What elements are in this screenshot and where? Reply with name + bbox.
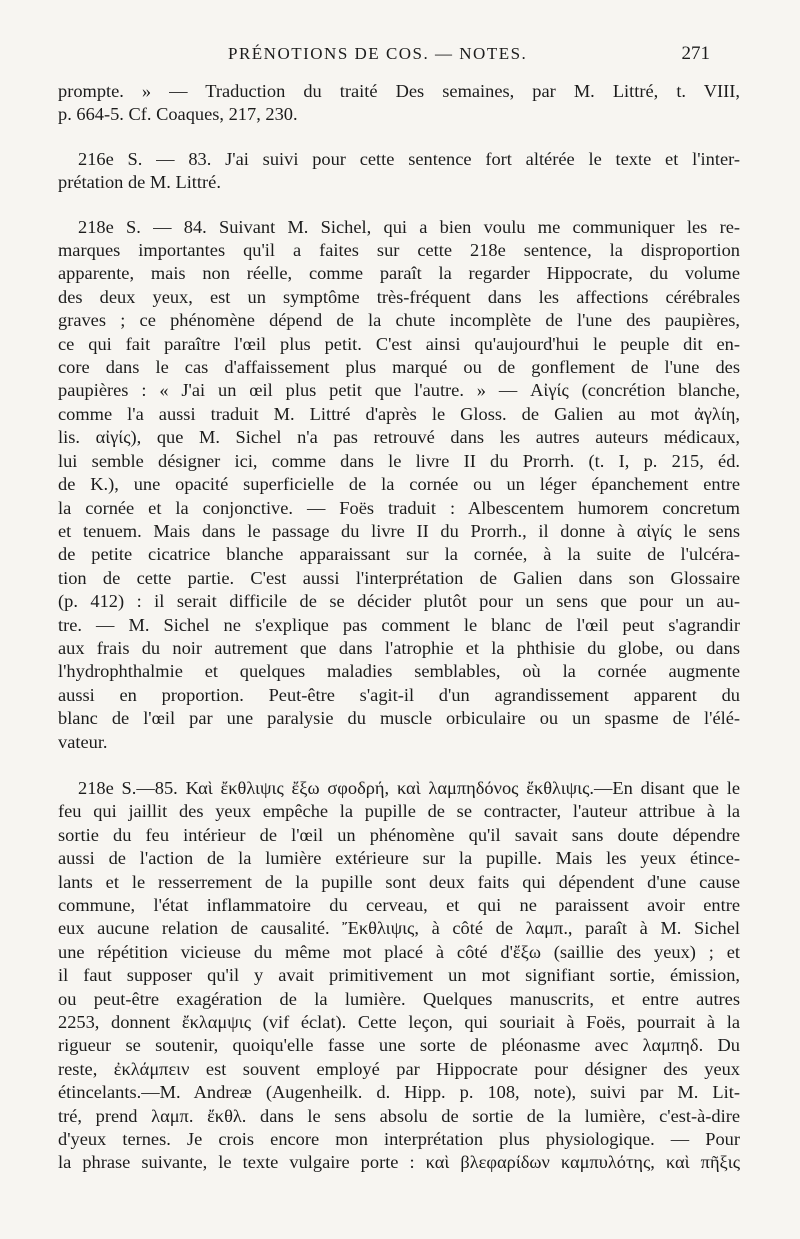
text-line: commune, l'état inflammatoire du cerveau, et qui ne paraissent avoir entre	[58, 895, 740, 915]
text-line: la phrase suivante, le texte vulgaire porte : καὶ βλεφαρίδων καμπυλότης, καὶ πῆξις	[58, 1152, 740, 1173]
text-line: eux aucune relation de causalité. Ἔκθλιψις, à côté de λαμπ., paraît à M. Sichel	[58, 918, 740, 939]
note-paragraph-85	[58, 777, 740, 1175]
text-line: étincelants.—M. Andreæ (Augenheilk. d. Hipp. p. 108, note), suivi par M. Lit-	[58, 1082, 740, 1103]
text-line: apparente, mais non réelle, comme paraît la regarder Hippocrate, du volume	[58, 263, 740, 284]
text-line: rigueur se soutenir, quoiqu'elle fasse une sorte de pléonasme avec λαμπηδ. Du	[58, 1035, 740, 1056]
text-line: sortie du feu intérieur de l'œil un phénomène qu'il savait sans doute dépendre	[58, 824, 740, 845]
text-line: des deux yeux, est un symptôme très-fréquent dans les affections cérébrales	[58, 286, 740, 307]
note-paragraph-84	[58, 216, 740, 754]
running-title: PRÉNOTIONS DE COS. — NOTES.	[228, 44, 528, 63]
text-line: comme l'a aussi traduit M. Littré d'après le Gloss. de Galien au mot ἀγλίη,	[58, 403, 740, 424]
text-line: prompte. » — Traduction du traité Des semaines, par M. Littré, t. VIII,	[58, 81, 740, 101]
text-line: blanc de l'œil par une paralysie du muscle orbiculaire ou un spasme de l'élé-	[58, 708, 740, 729]
page-number: 271	[681, 43, 710, 64]
text-line: paupières : « J'ai un œil plus petit que l'autre. » — Αἰγίς (concrétion blanche,	[58, 380, 740, 401]
text-line: p. 664-5. Cf. Coaques, 217, 230.	[58, 104, 298, 125]
text-line: aux frais du noir autrement que dans l'atrophie et la phthisie du globe, ou dans	[58, 637, 740, 658]
text-line: ou peut-être exagération de la lumière. Quelques manuscrits, et entre autres	[58, 988, 740, 1009]
text-line: il faut supposer qu'il y avait primitivement un mot signifiant sortie, émission,	[58, 965, 740, 986]
text-line: une répétition vicieuse du même mot placé à côté d'ἔξω (saillie des yeux) ; et	[58, 941, 740, 962]
text-line: marques importantes qu'il a faites sur cette 218e sentence, la disproportion	[58, 240, 740, 261]
text-line: aussi en proportion. Peut-être s'agit-il d'un agrandissement apparent du	[58, 684, 740, 705]
text-line: 218e S.—85. Καὶ ἔκθλιψις ἔξω σφοδρή, καὶ λαμπηδόνος ἔκθλιψις.—En disant que le	[78, 777, 740, 798]
text-line: 218e S. — 84. Suivant M. Sichel, qui a bien voulu me communiquer les re-	[78, 216, 740, 237]
text-line: graves ; ce phénomène dépend de la chute incomplète de l'une des paupières,	[58, 310, 740, 331]
text-line: lui semble désigner ici, comme dans le livre II du Prorrh. (t. I, p. 215, éd.	[58, 450, 740, 471]
text-line: vateur.	[58, 731, 108, 752]
text-line: lis. αἰγίς), que M. Sichel n'a pas retrouvé dans les autres auteurs médicaux,	[58, 427, 740, 448]
text-line: aussi de l'action de la lumière extérieure sur la pupille. Mais les yeux étince-	[58, 848, 740, 869]
text-line: lants et le resserrement de la pupille sont deux faits qui dépendent d'une cause	[58, 871, 740, 892]
text-line: et tenuem. Mais dans le passage du livre II du Prorrh., il donne à αἰγίς le sens	[58, 520, 740, 541]
text-line: 216e S. — 83. J'ai suivi pour cette sentence fort altérée le texte et l'inter-	[78, 148, 740, 169]
note-paragraph-83	[58, 148, 740, 195]
text-line: tré, prend λαμπ. ἔκθλ. dans le sens absolu de sortie de la lumière, c'est-à-dire	[58, 1105, 740, 1126]
text-line: (p. 412) : il serait difficile de se décider plutôt pour un sens que pour un au-	[58, 591, 740, 612]
text-line: core dans le cas d'affaissement plus marqué ou de gonflement de l'une des	[58, 357, 740, 378]
text-line: prétation de M. Littré.	[58, 172, 221, 193]
text-line: la cornée et la conjonctive. — Foës traduit : Albescentem humorem concretum	[58, 497, 740, 518]
text-line: de petite cicatrice blanche apparaissant sur la cornée, à la suite de l'ulcéra-	[58, 544, 740, 565]
note-paragraph-continuation	[58, 80, 740, 127]
page-header	[60, 40, 710, 72]
text-line: reste, ἐκλάμπειν est souvent employé par Hippocrate pour désigner des yeux	[58, 1058, 740, 1079]
notes-body	[58, 80, 740, 1175]
text-line: l'hydrophthalmie et quelques maladies semblables, où la cornée augmente	[58, 661, 740, 682]
text-line: feu qui jaillit des yeux empêche la pupille de se contracter, l'auteur attribue à la	[58, 801, 740, 822]
text-line: tre. — M. Sichel ne s'explique pas comment le blanc de l'œil peut s'agrandir	[58, 614, 740, 635]
text-line: tion de cette partie. C'est aussi l'interprétation de Galien dans son Glossaire	[58, 567, 740, 588]
text-line: ce qui fait paraître l'œil plus petit. C'est ainsi qu'aujourd'hui le peuple dit en-	[58, 333, 740, 354]
text-line: de K.), une opacité superficielle de la cornée ou un léger épanchement entre	[58, 474, 740, 495]
text-line: 2253, donnent ἔκλαμψις (vif éclat). Cette leçon, qui souriait à Foës, pourrait à la	[58, 1012, 740, 1033]
text-line: d'yeux ternes. Je crois encore mon interprétation plus physiologique. — Pour	[58, 1129, 740, 1150]
